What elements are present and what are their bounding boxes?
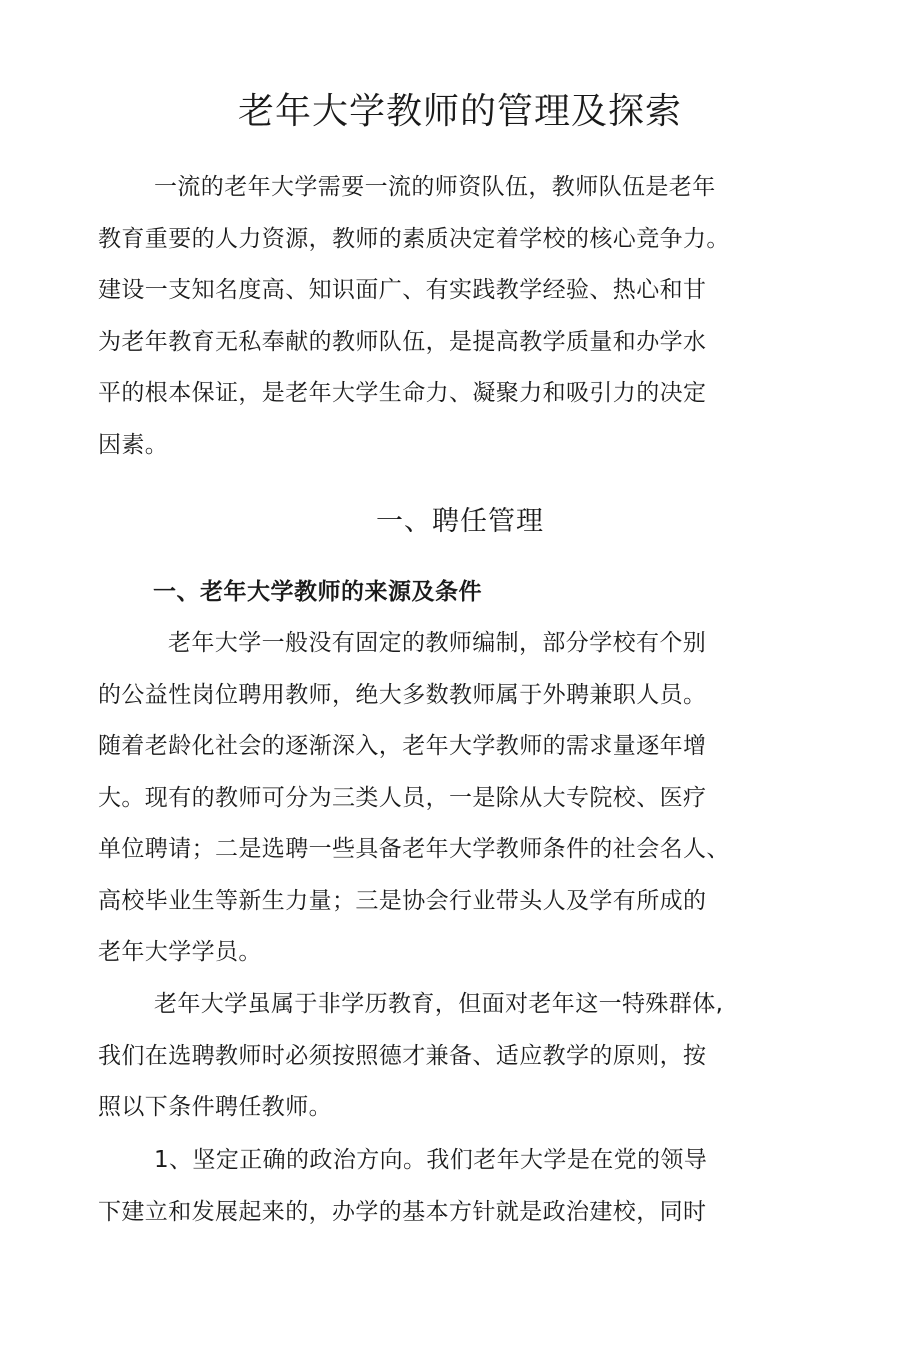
text-line: 因素。 [98, 431, 169, 458]
text-line: 随着老龄化社会的逐渐深入，老年大学教师的需求量逐年增 [98, 733, 707, 759]
text-line: 大。现有的教师可分为三类人员，一是除从大专院校、医疗 [98, 784, 707, 811]
text-line: 照以下条件聘任教师。 [98, 1094, 332, 1120]
text-line: 建设一支知名度高、知识面广、有实践教学经验、热心和甘 [98, 277, 707, 303]
text-line: 教育重要的人力资源，教师的素质决定着学校的核心竞争力。 [98, 225, 730, 252]
sub-heading: 一、老年大学教师的来源及条件 [153, 579, 482, 605]
teacher-source-paragraph [98, 618, 798, 979]
text-line: 为老年教育无私奉献的教师队伍，是提高教学质量和办学水 [98, 328, 707, 355]
text-line: 老年大学学员。 [98, 939, 262, 965]
text-line: 一流的老年大学需要一流的师资队伍，教师队伍是老年 [154, 174, 716, 200]
condition-one-paragraph [98, 1135, 798, 1238]
text-line: 平的根本保证，是老年大学生命力、凝聚力和吸引力的决定 [98, 380, 707, 406]
text-line: 老年大学一般没有固定的教师编制，部分学校有个别 [168, 630, 707, 656]
text-line: 下建立和发展起来的，办学的基本方针就是政治建校，同时 [98, 1198, 707, 1225]
document-title: 老年大学教师的管理及探索 [237, 91, 682, 132]
text-line: 单位聘请；二是选聘一些具备老年大学教师条件的社会名人、 [98, 836, 730, 862]
text-line: 1、坚定正确的政治方向。我们老年大学是在党的领导 [154, 1147, 708, 1173]
section-heading: 一、聘任管理 [376, 506, 544, 537]
text-line: 老年大学虽属于非学历教育，但面对老年这一特殊群体, [154, 991, 724, 1017]
text-line: 高校毕业生等新生力量；三是协会行业带头人及学有所成的 [98, 887, 707, 914]
text-line: 我们在选聘教师时必须按照德才兼备、适应教学的原则，按 [98, 1042, 707, 1069]
selection-principle-paragraph [98, 979, 798, 1134]
intro-paragraph [98, 162, 798, 471]
text-line: 的公益性岗位聘用教师，绝大多数教师属于外聘兼职人员。 [98, 681, 707, 708]
